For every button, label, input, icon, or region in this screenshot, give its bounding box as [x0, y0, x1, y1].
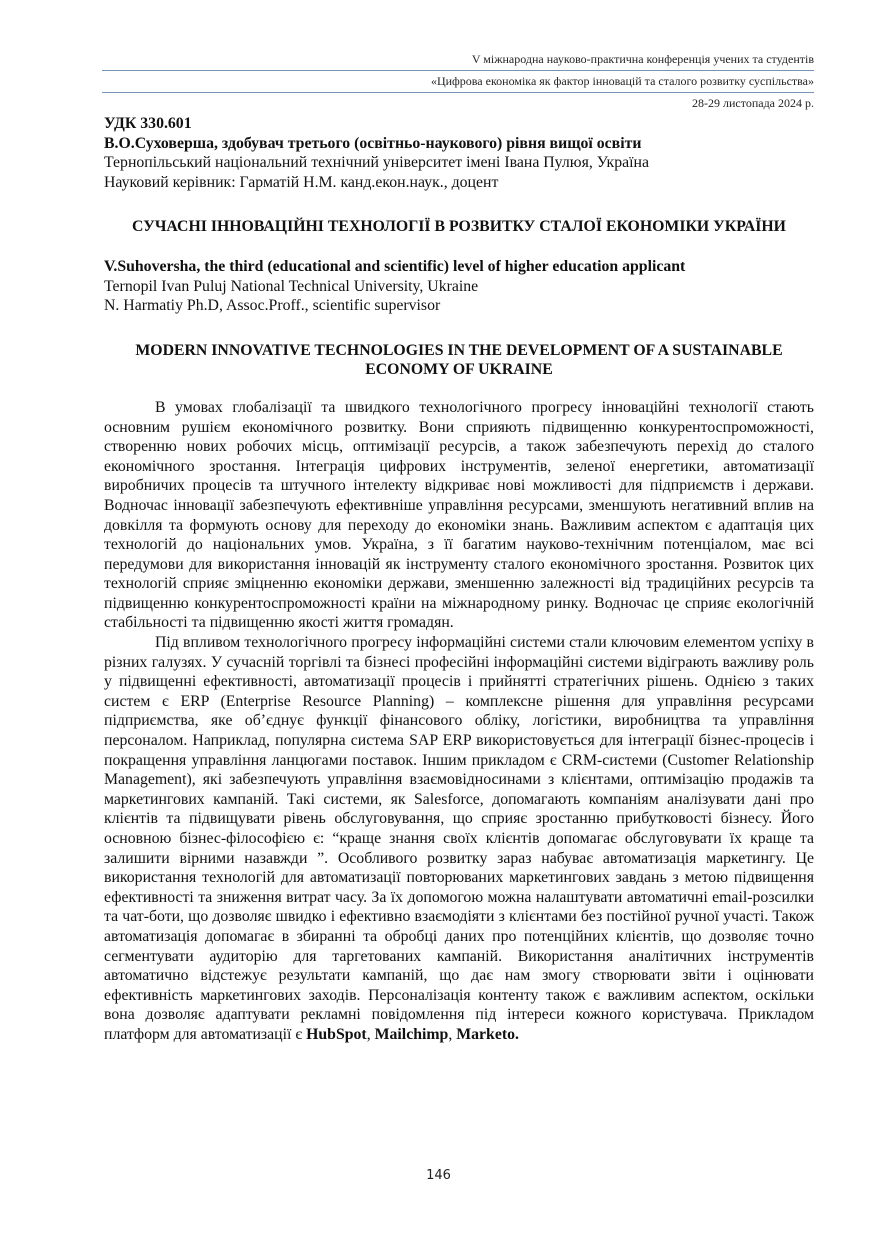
header-divider [102, 92, 814, 93]
conference-header-line: V міжнародна науково-практична конференція учених та студентів [471, 52, 814, 66]
body-paragraph-2 [104, 633, 814, 1044]
ua-article-title: СУЧАСНІ ІННОВАЦІЙНІ ТЕХНОЛОГІЇ В РОЗВИТКУ СТАЛОЇ ЕКОНОМІКИ УКРАЇНИ [132, 218, 786, 236]
page-number: 146 [426, 1168, 451, 1183]
conference-date: 28-29 листопада 2024 р. [692, 96, 814, 110]
body-paragraph-1: В умовах глобалізації та швидкого технологічного прогресу інноваційні технології стають основним рушієм економічного розвитку. Вони сприяють підвищенню конкурентоспроможності, створенню нових робочих місць, оптимізації ресурсів, а також забезпечують перехід до сталого економічного зростання. Інтеграція цифрових інструментів, зеленої енергетики, автоматизації виробничих процесів та штучного інтелекту відкриває нові можливості для підприємств і держави. Водночас інновації забезпечують ефективніше управління ресурсами, зменшують негативний вплив на довкілля та формують основу для переходу до економіки знань. Важливим аспектом є адаптація цих технологій до національних умов. Україна, з її багатим науково-технічним потенціалом, має всі передумови для використання інновацій як інструменту сталого економічного зростання. Розвиток цих технологій сприяє зміцненню економіки держави, зменшенню залежності від традиційних ресурсів та підвищенню конкурентоспроможності країни на міжнародному ринку. Водночас це сприяє екологічній стабільності та підвищенню якості життя громадян. [104, 398, 814, 632]
conference-theme-line: «Цифрова економіка як фактор інновацій та сталого розвитку суспільства» [430, 74, 814, 88]
en-author-affiliation: Ternopil Ivan Puluj National Technical University, Ukraine [104, 277, 479, 295]
en-supervisor: N. Harmatiy Ph.D, Assoc.Proff., scientific supervisor [104, 297, 441, 315]
separator: , [448, 1025, 457, 1043]
article-content [104, 114, 814, 1045]
ua-author-affiliation: Тернопільський національний технічний університет імені Івана Пулюя, Україна [104, 154, 649, 172]
brand-hubspot: HubSpot [306, 1025, 367, 1043]
ua-author-name: В.О.Суховерша, здобувач третього (освітньо-наукового) рівня вищої освіти [104, 134, 642, 152]
en-article-title: MODERN INNOVATIVE TECHNOLOGIES IN THE DEVELOPMENT OF A SUSTAINABLE ECONOMY OF UKRAINE [135, 341, 783, 379]
brand-mailchimp: Mailchimp [374, 1025, 449, 1043]
paragraph-2-text: Під впливом технологічного прогресу інформаційні системи стали ключовим елементом успіху в різних галузях. У сучасній торгівлі та бізнесі професійні інформаційні системи відіграють важливу роль у підвищенні ефективності, автоматизації процесів і прийнятті стратегічних рішень. Однією з таких систем є ERP (Enterprise Resource Planning) – комплексне рішення для управління ресурсами підприємства, яке об’єднує функції фінансового обліку, логістики, виробництва та управління персоналом. Наприклад, популярна система SAP ERP використовується для інтеграції бізнес-процесів і покращення управління ланцюгами поставок. Іншим прикладом є CRM-системи (Customer Relationship Management), які забезпечують управління взаємовідносинами з клієнтами, оптимізацію продажів та маркетингових кампаній. Такі системи, як Salesforce, допомагають компаніям аналізувати дані про клієнтів та підвищувати рівень обслуговування, що сприяє зростанню прибутковості бізнесу. Його основною бізнес-філософією є: “краще знання своїх клієнтів допомагає обслуговувати їх краще та залишити вірними назавжди ”. Особливого розвитку зараз набуває автоматизація маркетингу. Це використання технологій для автоматизації повторюваних маркетингових завдань з метою підвищення ефективності та зниження витрат часу. За їх допомогою можна налаштувати автоматичні email-розсилки та чат-боти, що дозволяє швидко і ефективно взаємодіяти з клієнтами без постійної ручної участі. Також автоматизація допомагає в збиранні та обробці даних про потенційних клієнтів, що дозволяє точно сегментувати аудиторію для таргетованих кампаній. Використання аналітичних інструментів автоматично відстежує результати кампаній, що дає нам змогу створювати звіти і оцінювати ефективність маркетингових заходів. Персоналізація контенту також є важливим аспектом, оскільки вона дозволяє адаптувати рекламні повідомлення під інтереси кожного користувача. Прикладом платформ для автоматизації є [104, 634, 814, 1043]
brand-marketo: Marketo. [456, 1025, 519, 1043]
udk-code: УДК 330.601 [104, 115, 192, 132]
header-divider [102, 70, 814, 71]
separator: , [366, 1025, 375, 1043]
ua-supervisor: Науковий керівник: Гарматій Н.М. канд.екон.наук., доцент [104, 173, 499, 191]
en-author-name: V.Suhoversha, the third (educational and scientific) level of higher education applicant [104, 257, 686, 275]
